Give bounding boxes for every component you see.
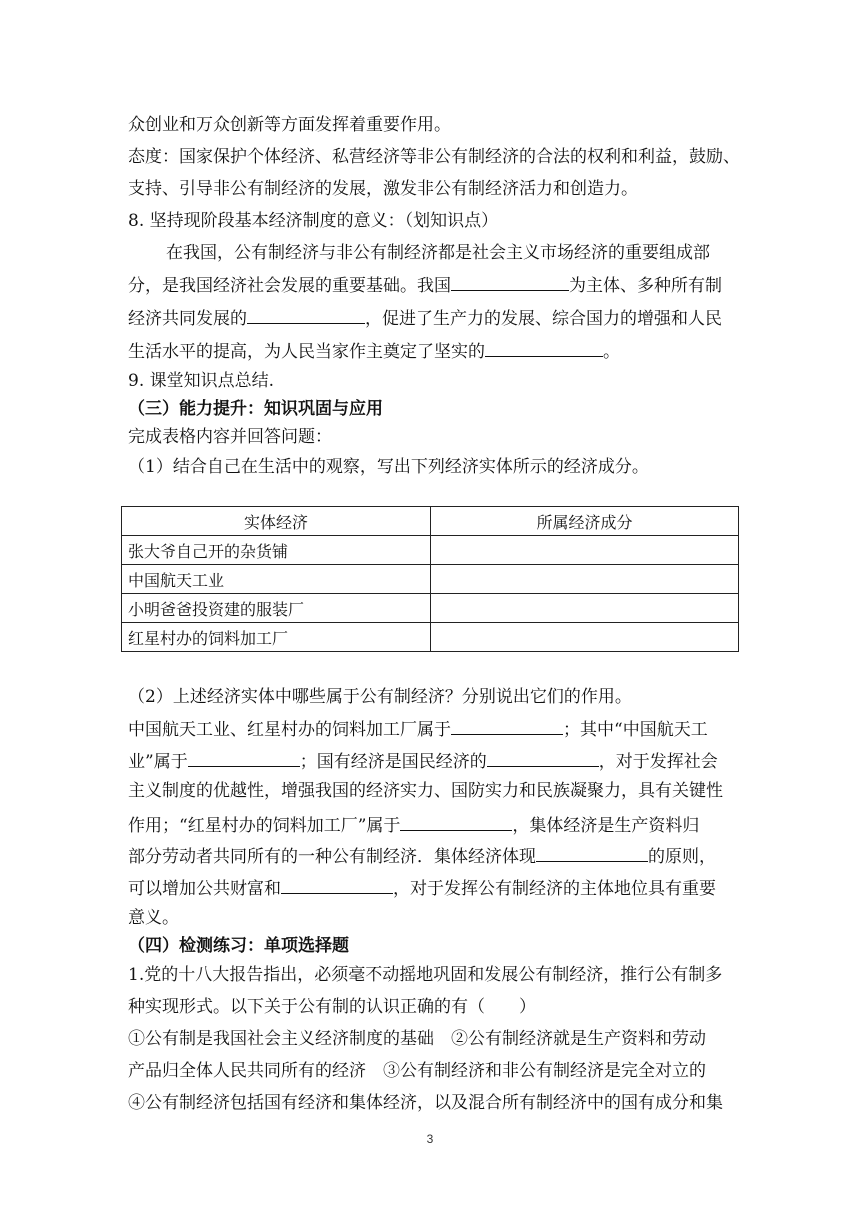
section-heading-8 (128, 210, 738, 232)
text-line (128, 748, 738, 773)
text-run: （1）结合自己在生活中的观察，写出下列经济实体所示的经济成分。 (128, 457, 649, 477)
text-line (128, 907, 738, 929)
exercise-option (128, 1092, 738, 1114)
fill-in-blank[interactable] (536, 843, 648, 862)
table-cell: 中国航天工业 (122, 565, 431, 594)
text-line (128, 178, 738, 200)
fill-in-blank[interactable] (451, 272, 569, 291)
text-run: ，促进了生产力的发展、综合国力的增强和人民 (365, 309, 722, 329)
text-run: （四）检测练习：单项选择题 (128, 936, 349, 956)
text-run: 态度：国家保护个体经济、私营经济等非公有制经济的合法的权利和利益，鼓励、 (128, 147, 740, 167)
table-cell: 张大爷自己开的杂货铺 (122, 536, 431, 565)
text-run: ；国有经济是国民经济的 (299, 752, 487, 772)
text-run: 主义制度的优越性，增强我国的经济实力、国防实力和民族凝聚力，具有关键性 (128, 781, 723, 801)
text-run: 经济共同发展的 (128, 309, 247, 329)
section-heading-3 (128, 398, 738, 420)
table-header: 所属经济成分 (431, 507, 739, 536)
answer-cell[interactable] (431, 565, 739, 594)
fill-in-blank[interactable] (487, 748, 599, 767)
text-run: 可以增加公共财富和 (128, 879, 281, 899)
text-run: ；其中“中国航天工 (563, 720, 708, 740)
answer-cell[interactable] (431, 536, 739, 565)
text-run: 完成表格内容并回答问题： (128, 427, 332, 447)
question-2 (128, 686, 738, 708)
text-run: 支持、引导非公有制经济的发展，激发非公有制经济活力和创造力。 (128, 179, 638, 199)
text-run: 分，是我国经济社会发展的重要基础。我国 (128, 276, 451, 296)
text-line (128, 114, 738, 136)
table-cell: 小明爸爸投资建的服装厂 (122, 594, 431, 623)
text-line (128, 305, 738, 330)
text-run: ，对于发挥社会 (598, 752, 718, 772)
text-line (128, 426, 738, 448)
fill-in-blank[interactable] (281, 875, 393, 894)
exercise-option (128, 1060, 738, 1082)
text-line (128, 272, 738, 297)
text-run: 中国航天工业、红星村办的饲料加工厂属于 (128, 720, 451, 740)
text-run: 为主体、多种所有制 (569, 276, 722, 296)
table-row (122, 536, 739, 565)
text-run: 作用；“红星村办的饲料加工厂”属于 (128, 816, 401, 836)
text-run: 业”属于 (128, 752, 188, 772)
text-run: ①公有制是我国社会主义经济制度的基础 ②公有制经济就是生产资料和劳动 (128, 1029, 706, 1049)
text-run: 众创业和万众创新等方面发挥着重要作用。 (128, 115, 451, 135)
exercise-question (128, 996, 738, 1018)
text-run: 部分劳动者共同所有的一种公有制经济．集体经济体现 (128, 847, 536, 867)
fill-in-blank[interactable] (485, 338, 603, 357)
text-run: ④公有制经济包括国有经济和集体经济，以及混合所有制经济中的国有成分和集 (128, 1093, 723, 1113)
table-row (122, 565, 739, 594)
text-line (128, 716, 738, 741)
fill-in-blank[interactable] (400, 812, 512, 831)
table-row (122, 594, 739, 623)
section-heading-9 (128, 370, 738, 392)
section-heading-4 (128, 935, 738, 957)
text-run: 9. 课堂知识点总结. (128, 371, 275, 391)
fill-in-blank[interactable] (451, 716, 563, 735)
text-line (128, 843, 738, 868)
answer-cell[interactable] (431, 594, 739, 623)
table-header: 实体经济 (122, 507, 431, 536)
fill-in-blank[interactable] (247, 305, 365, 324)
text-line (128, 146, 738, 168)
text-run: 8. 坚持现阶段基本经济制度的意义：（划知识点） (128, 211, 499, 231)
text-run: 1.党的十八大报告指出，必须毫不动摇地巩固和发展公有制经济，推行公有制多 (128, 965, 723, 985)
text-run: 在我国，公有制经济与非公有制经济都是社会主义市场经济的重要组成部 (166, 243, 710, 263)
answer-cell[interactable] (431, 623, 739, 652)
exercise-option (128, 1028, 738, 1050)
text-run: ，对于发挥公有制经济的主体地位具有重要 (393, 879, 716, 899)
table-cell: 红星村办的饲料加工厂 (122, 623, 431, 652)
text-run: （三）能力提升：知识巩固与应用 (128, 399, 383, 419)
question-1 (128, 456, 738, 478)
text-run: 生活水平的提高，为人民当家作主奠定了坚实的 (128, 342, 485, 362)
text-run: ，集体经济是生产资料归 (512, 816, 700, 836)
exercise-question (128, 964, 738, 986)
page-number: 3 (426, 1132, 434, 1146)
text-line (128, 780, 738, 802)
table-header-row (122, 507, 739, 536)
text-run: 种实现形式。以下关于公有制的认识正确的有（ ） (128, 997, 536, 1017)
text-run: 的原则， (648, 847, 716, 867)
text-run: （2）上述经济实体中哪些属于公有制经济？分别说出它们的作用。 (128, 687, 632, 707)
text-line (166, 242, 738, 264)
fill-in-blank[interactable] (188, 748, 300, 767)
text-line (128, 338, 738, 363)
text-run: 。 (603, 342, 620, 362)
table-row (122, 623, 739, 652)
text-run: 产品归全体人民共同所有的经济 ③公有制经济和非公有制经济是完全对立的 (128, 1061, 706, 1081)
text-line (128, 875, 738, 900)
text-line (128, 812, 738, 837)
text-run: 意义。 (128, 908, 179, 928)
economy-table (121, 506, 739, 652)
